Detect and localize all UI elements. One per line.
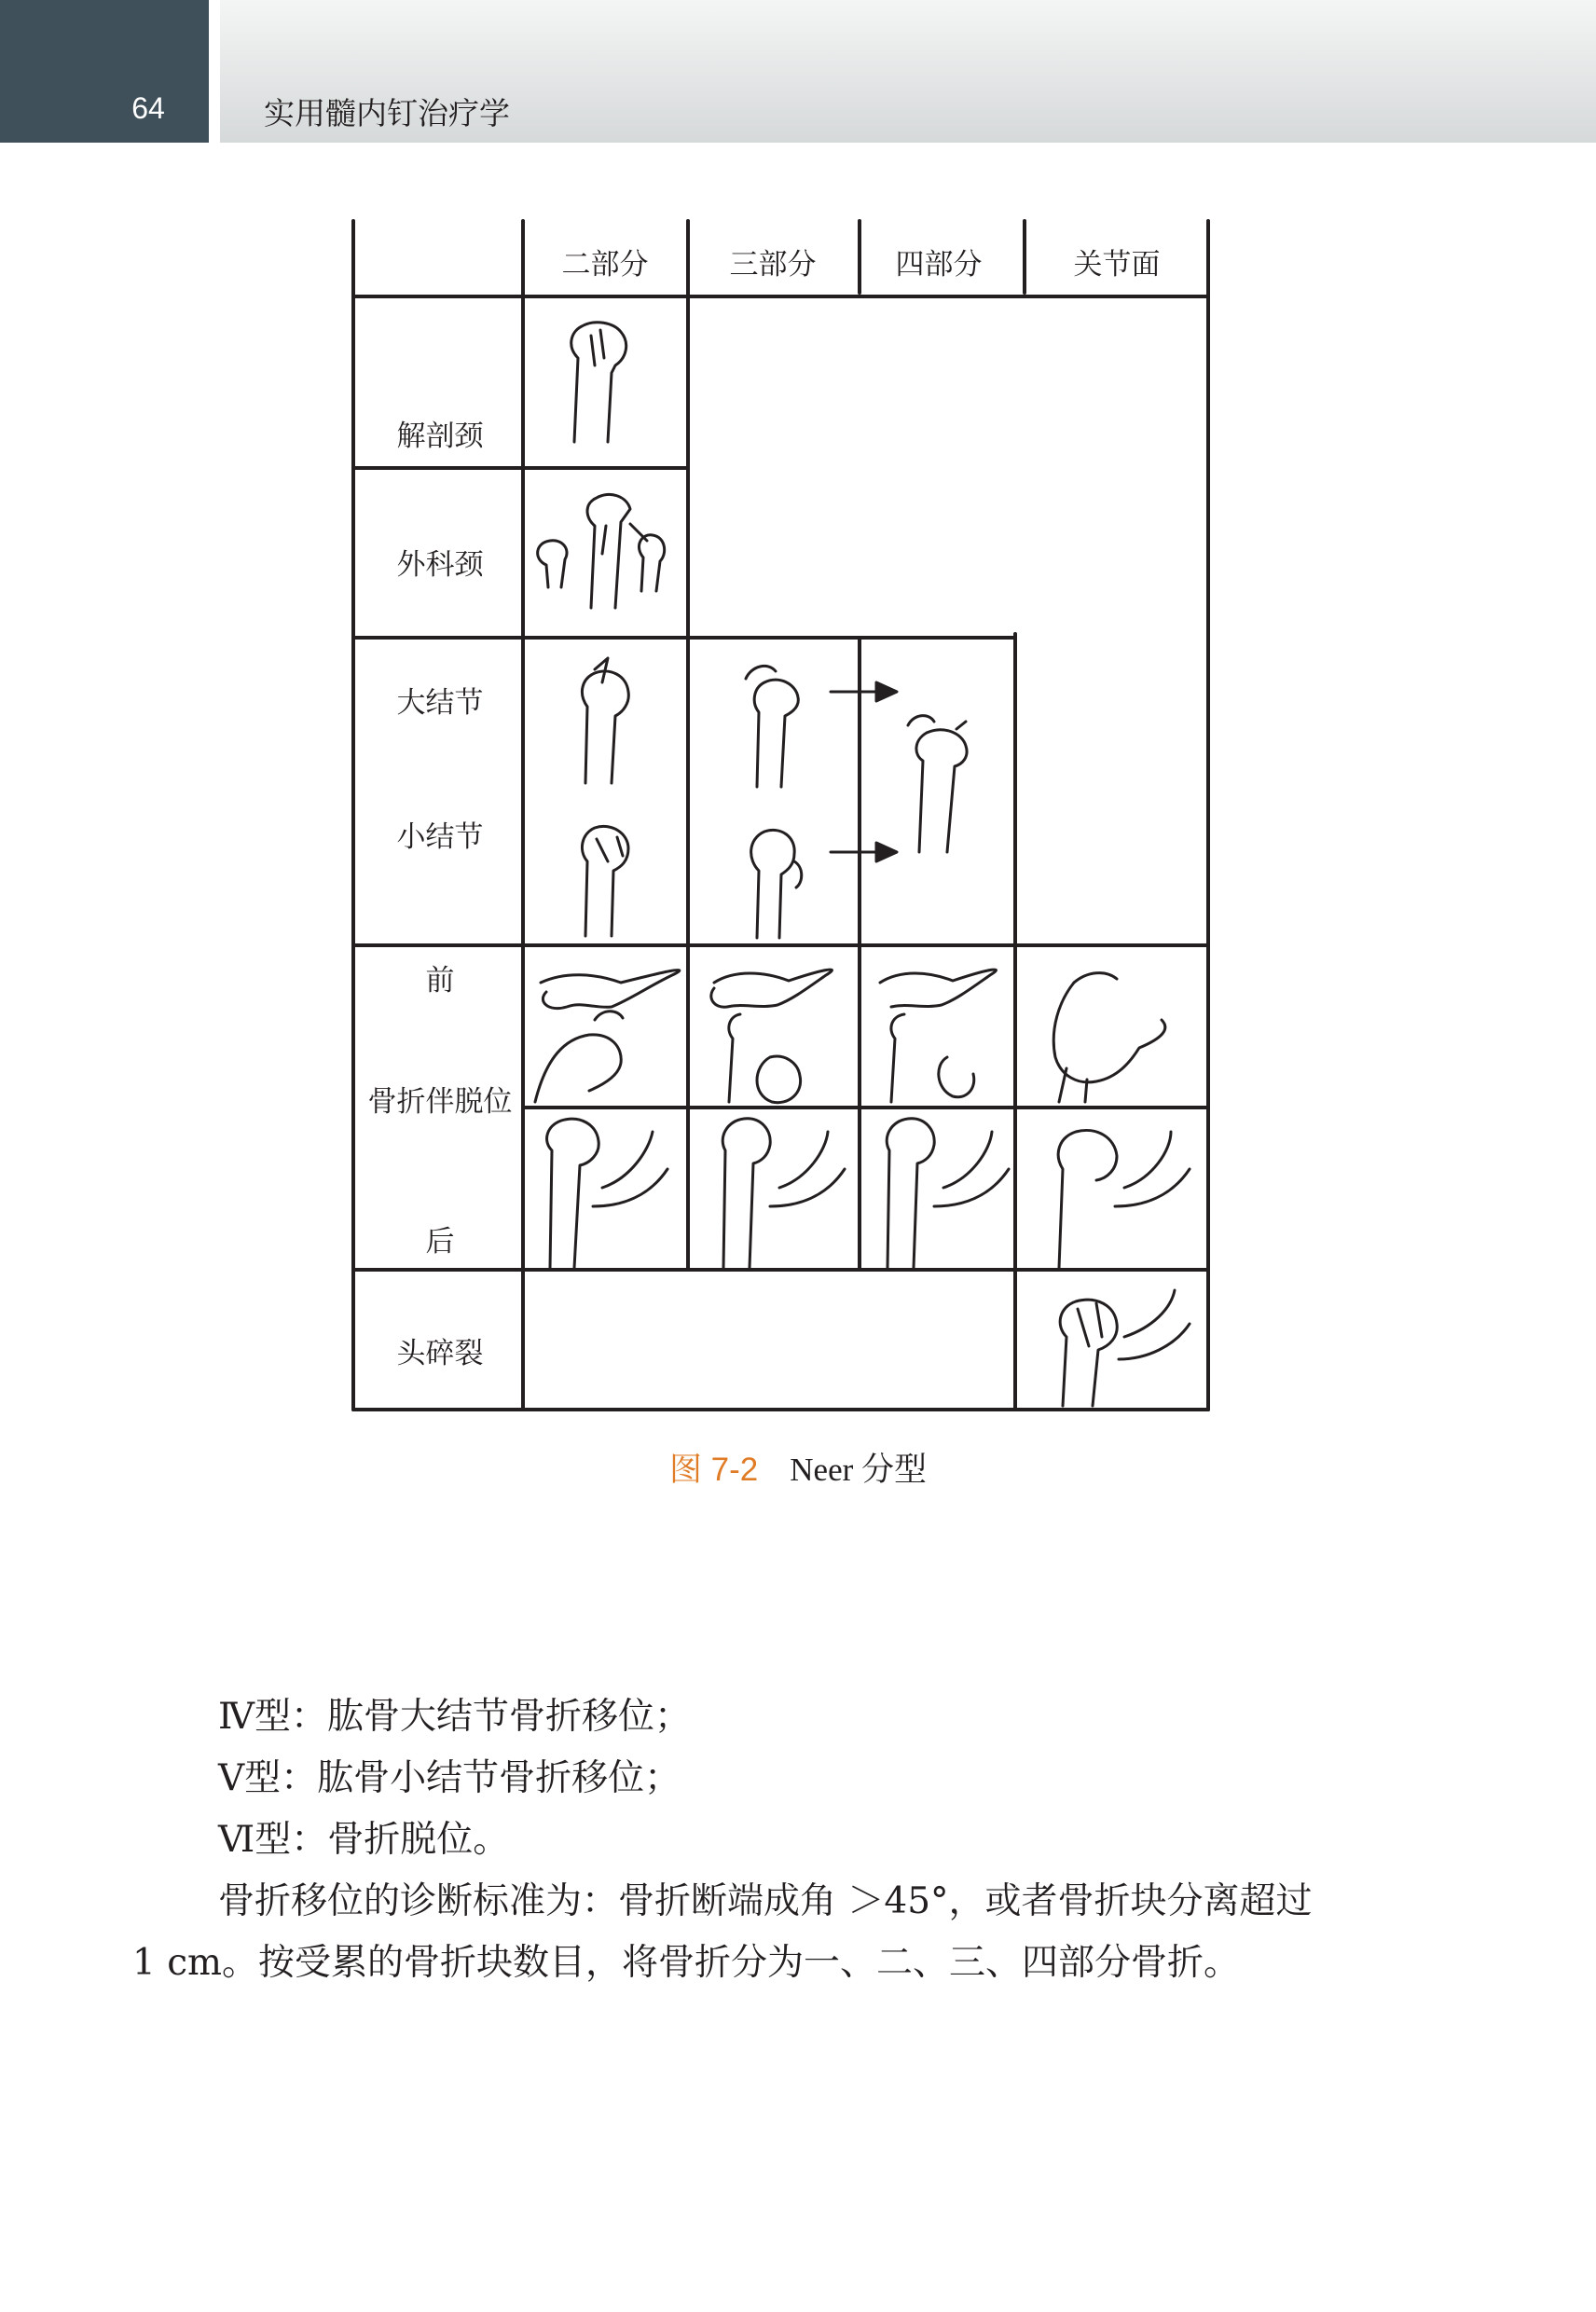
dislocation-sketch (887, 1119, 1009, 1268)
column-header-articular-surface: 关节面 (1073, 248, 1161, 282)
paragraph-line: Ⅵ型：骨折脱位。 (218, 1819, 510, 1861)
column-header-two-part: 二部分 (561, 248, 649, 282)
row-label-greater-tuberosity: 大结节 (396, 686, 484, 720)
humerus-sketch (582, 826, 628, 936)
dislocation-sketch (535, 970, 680, 1102)
column-header-three-part: 三部分 (729, 248, 817, 282)
book-title: 实用髓内钉治疗学 (264, 95, 510, 131)
head-split-sketch (1060, 1290, 1190, 1406)
caption-number: 图 7-2 (668, 1452, 759, 1488)
paragraph-line: 骨折移位的诊断标准为：骨折断端成角 ＞45°，或者骨折块分离超过 (218, 1880, 1313, 1922)
row-label-head-split: 头碎裂 (396, 1337, 484, 1370)
neer-classification-figure (351, 218, 1216, 1413)
arrow-icon (831, 843, 897, 861)
humerus-sketch (746, 666, 798, 787)
dislocation-sketch (711, 970, 832, 1103)
paragraph-line: 1 cm。按受累的骨折块数目，将骨折分为一、二、三、四部分骨折。 (132, 1942, 1241, 1984)
humerus-sketch (538, 494, 665, 608)
caption-title: Neer 分型 (790, 1452, 928, 1488)
arrow-icon (831, 682, 897, 701)
paragraph-line: Ⅳ型：肱骨大结节骨折移位； (218, 1696, 691, 1738)
row-label-anatomic-neck: 解剖颈 (396, 420, 484, 453)
humerus-sketch (908, 716, 967, 852)
paragraph-line: Ⅴ型：肱骨小结节骨折移位； (218, 1757, 681, 1799)
row-label-anterior: 前 (425, 964, 455, 998)
column-header-four-part: 四部分 (895, 248, 983, 282)
dislocation-sketch (722, 1119, 845, 1268)
dislocation-sketch (1058, 1130, 1190, 1268)
row-label-fracture-dislocation: 骨折伴脱位 (367, 1085, 513, 1119)
dislocation-sketch (1053, 973, 1165, 1102)
row-label-posterior: 后 (425, 1225, 455, 1259)
humerus-sketch (582, 658, 628, 783)
row-label-surgical-neck: 外科颈 (396, 548, 484, 582)
dislocation-sketch (547, 1119, 667, 1268)
dislocation-sketch (880, 970, 996, 1102)
humerus-sketch (571, 323, 626, 442)
humerus-sketch (751, 830, 802, 938)
figure-caption (0, 1444, 1596, 1491)
page-number: 64 (131, 91, 165, 125)
body-text (132, 1686, 1456, 1994)
row-label-lesser-tuberosity: 小结节 (396, 820, 484, 854)
